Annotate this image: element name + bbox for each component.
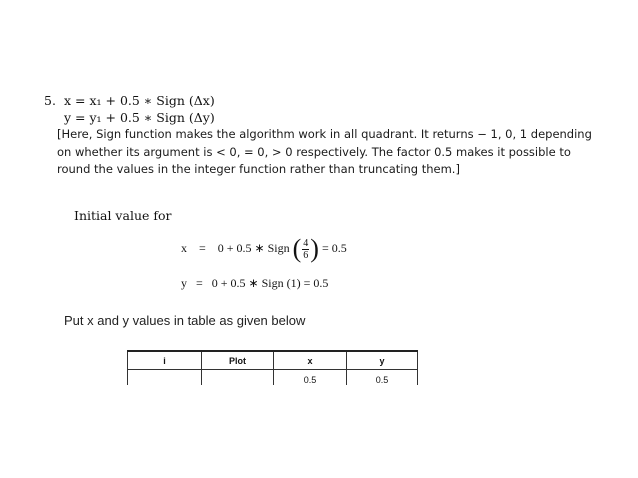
step-number: 5. — [44, 93, 56, 108]
cell-i — [128, 370, 202, 386]
header-i: i — [128, 351, 202, 370]
eq-x-equals: = — [199, 240, 206, 255]
step-formula-x: x = x₁ + 0.5 ∗ Sign (Δx) — [64, 93, 215, 108]
fraction-numerator: 4 — [303, 237, 309, 249]
explanation-paragraph: [Here, Sign function makes the algorithm work in all quadrant. It returns − 1, 0, 1 depending on whether its argument is < 0, = 0, > 0 respectively. The factor 0.5 makes it possible to round the values in the integer function rather than truncating them.] — [57, 127, 592, 176]
table-caption: Put x and y values in table as given below — [64, 313, 306, 328]
eq-x-lhs: x — [181, 240, 187, 255]
eq-y-expression: 0 + 0.5 ∗ Sign (1) = 0.5 — [211, 276, 329, 290]
header-y: y — [347, 351, 418, 370]
eq-x-result: = 0.5 — [321, 240, 347, 255]
eq-x-expression: 0 + 0.5 ∗ Sign — [217, 240, 290, 255]
cell-x: 0.5 — [274, 370, 347, 386]
cell-y: 0.5 — [347, 370, 418, 386]
cell-plot — [202, 370, 274, 386]
table-header-row — [128, 351, 418, 370]
equation-x — [181, 236, 347, 262]
step-5-line-1 — [44, 93, 215, 108]
header-plot: Plot — [202, 351, 274, 370]
equation-y — [181, 276, 328, 291]
header-x: x — [274, 351, 347, 370]
fraction-denominator: 6 — [303, 249, 309, 261]
fraction — [302, 238, 309, 261]
left-paren: ( — [292, 234, 302, 263]
step-formula-y: y = y₁ + 0.5 ∗ Sign (Δy) — [64, 110, 215, 125]
initial-value-label: Initial value for — [74, 208, 172, 223]
right-paren: ) — [310, 234, 319, 263]
table-row — [128, 370, 418, 386]
eq-y-equals: = — [196, 276, 203, 290]
eq-y-lhs: y — [181, 276, 187, 290]
values-table — [127, 350, 418, 385]
